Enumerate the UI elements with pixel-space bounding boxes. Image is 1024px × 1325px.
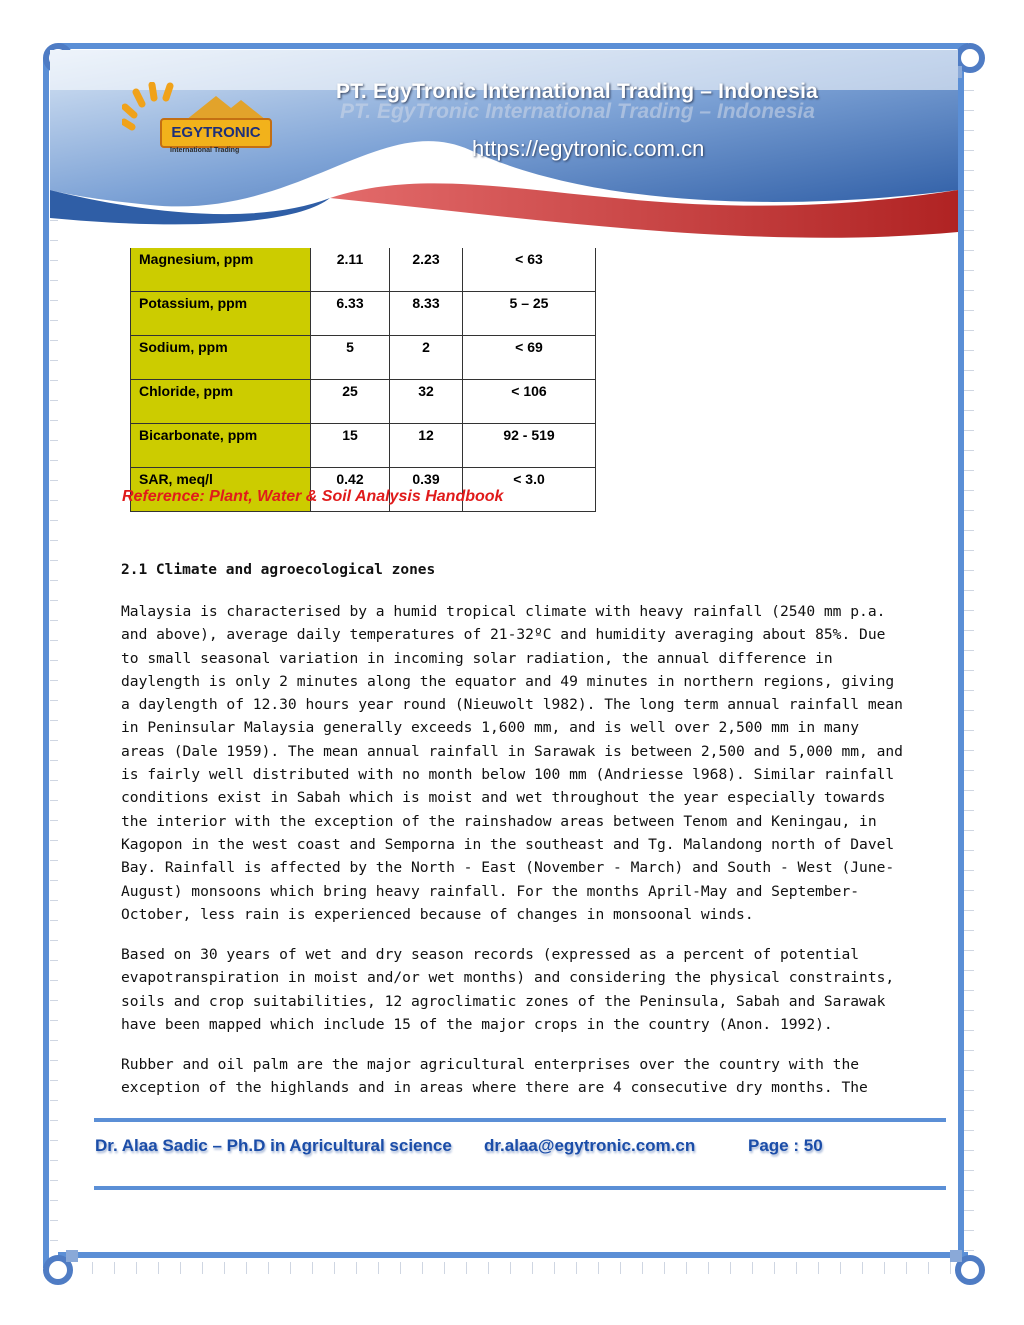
table-cell-value-1: 25 bbox=[311, 380, 390, 424]
table-cell-range: < 63 bbox=[463, 248, 596, 292]
table-cell-value-2: 0.39 bbox=[390, 468, 463, 512]
footer-bottom-divider bbox=[94, 1186, 946, 1190]
table-cell-range: < 106 bbox=[463, 380, 596, 424]
table-cell-value-2: 2.23 bbox=[390, 248, 463, 292]
table-cell-parameter: Sodium, ppm bbox=[131, 336, 311, 380]
website-link[interactable]: https://egytronic.com.cn bbox=[472, 136, 705, 161]
company-name: PT. EgyTronic International Trading – Indonesia bbox=[336, 80, 818, 103]
table-cell-parameter: Potassium, ppm bbox=[131, 292, 311, 336]
frame-left-ruler bbox=[50, 220, 58, 1260]
corner-ornament-icon bbox=[946, 1246, 992, 1292]
table-cell-parameter: Magnesium, ppm bbox=[131, 248, 311, 292]
table-cell-range: < 69 bbox=[463, 336, 596, 380]
table-row bbox=[131, 248, 596, 292]
frame-bottom-ruler bbox=[70, 1262, 960, 1274]
logo-subtitle: International Trading bbox=[170, 147, 240, 154]
table-row bbox=[131, 380, 596, 424]
frame-bottom-line bbox=[58, 1252, 968, 1258]
section-heading: 2.1 Climate and agroecological zones bbox=[121, 562, 436, 578]
table-cell-value-2: 12 bbox=[390, 424, 463, 468]
footer-top-divider bbox=[94, 1118, 946, 1122]
paragraph: Rubber and oil palm are the major agricultural enterprises over the country with the exception of the highlands and in areas where there are 4 consecutive dry months. The bbox=[121, 1056, 868, 1097]
table-row bbox=[131, 424, 596, 468]
page-header bbox=[0, 0, 1024, 250]
table-cell-parameter: Bicarbonate, ppm bbox=[131, 424, 311, 468]
table-cell-range: 5 – 25 bbox=[463, 292, 596, 336]
analysis-table bbox=[130, 248, 596, 512]
logo-name: EGYTRONIC bbox=[160, 118, 272, 148]
table-cell-value-2: 32 bbox=[390, 380, 463, 424]
table-row bbox=[131, 336, 596, 380]
reference-note: Reference: Plant, Water & Soil Analysis Handbook bbox=[122, 488, 504, 505]
table-cell-value-1: 5 bbox=[311, 336, 390, 380]
paragraph: Based on 30 years of wet and dry season records (expressed as a percent of potential evapotranspiration in moist and/or wet months) and considering the physical constraints, soils and crop suitabilities, 12 agroclimatic zones of the Peninsula, Sabah and Sarawak have been mapped which include 15 of the major crops in the country (Anon. 1992). bbox=[121, 946, 895, 1033]
corner-ornament-icon bbox=[36, 1246, 82, 1292]
table-cell-parameter: Chloride, ppm bbox=[131, 380, 311, 424]
table-cell-value-1: 15 bbox=[311, 424, 390, 468]
table-cell-parameter: SAR, meq/l bbox=[131, 468, 311, 512]
footer-author: Dr. Alaa Sadic – Ph.D in Agricultural science bbox=[95, 1136, 452, 1155]
table-cell-value-1: 0.42 bbox=[311, 468, 390, 512]
paragraph: Malaysia is characterised by a humid tropical climate with heavy rainfall (2540 mm p.a. and above), average daily temperatures of 21-32ºC and humidity averaging about 85%. Due to small seasonal variation in incoming solar radiation, the annual difference in daylength is only 2 minutes along the equator and 49 minutes in northern regions, giving a daylength of 12.30 hours year round (Nieuwolt l982). The long term annual rainfall mean in Peninsular Malaysia generally exceeds 1,600 mm, and is well over 2,500 mm in many areas (Dale 1959). The mean annual rainfall in Sarawak is between 2,500 and 5,000 mm, and is fairly well distributed with no month below 100 mm (Andriesse l968). Similar rainfall conditions exist in Sabah which is moist and wet throughout the year especially towards the interior with the exception of the rainshadow areas between Tenom and Keningau, in Kagopon in the west coast and Semporna in the southeast and Tg. Malandong north of Davel Bay. Rainfall is affected by the North - East (November - March) and South - West (June-August) monsoons which bring heavy rainfall. For the months April-May and September-October, less rain is experienced because of changes in monsoonal winds. bbox=[121, 603, 903, 923]
table-cell-value-1: 6.33 bbox=[311, 292, 390, 336]
table-row bbox=[131, 292, 596, 336]
footer-email[interactable]: dr.alaa@egytronic.com.cn bbox=[484, 1136, 696, 1155]
company-name-reflection: PT. EgyTronic International Trading – Indonesia bbox=[340, 100, 815, 123]
table-cell-range: 92 - 519 bbox=[463, 424, 596, 468]
table-cell-value-2: 8.33 bbox=[390, 292, 463, 336]
footer-page-number: Page : 50 bbox=[748, 1136, 823, 1155]
table-cell-range: < 3.0 bbox=[463, 468, 596, 512]
table-cell-value-2: 2 bbox=[390, 336, 463, 380]
table-cell-value-1: 2.11 bbox=[311, 248, 390, 292]
